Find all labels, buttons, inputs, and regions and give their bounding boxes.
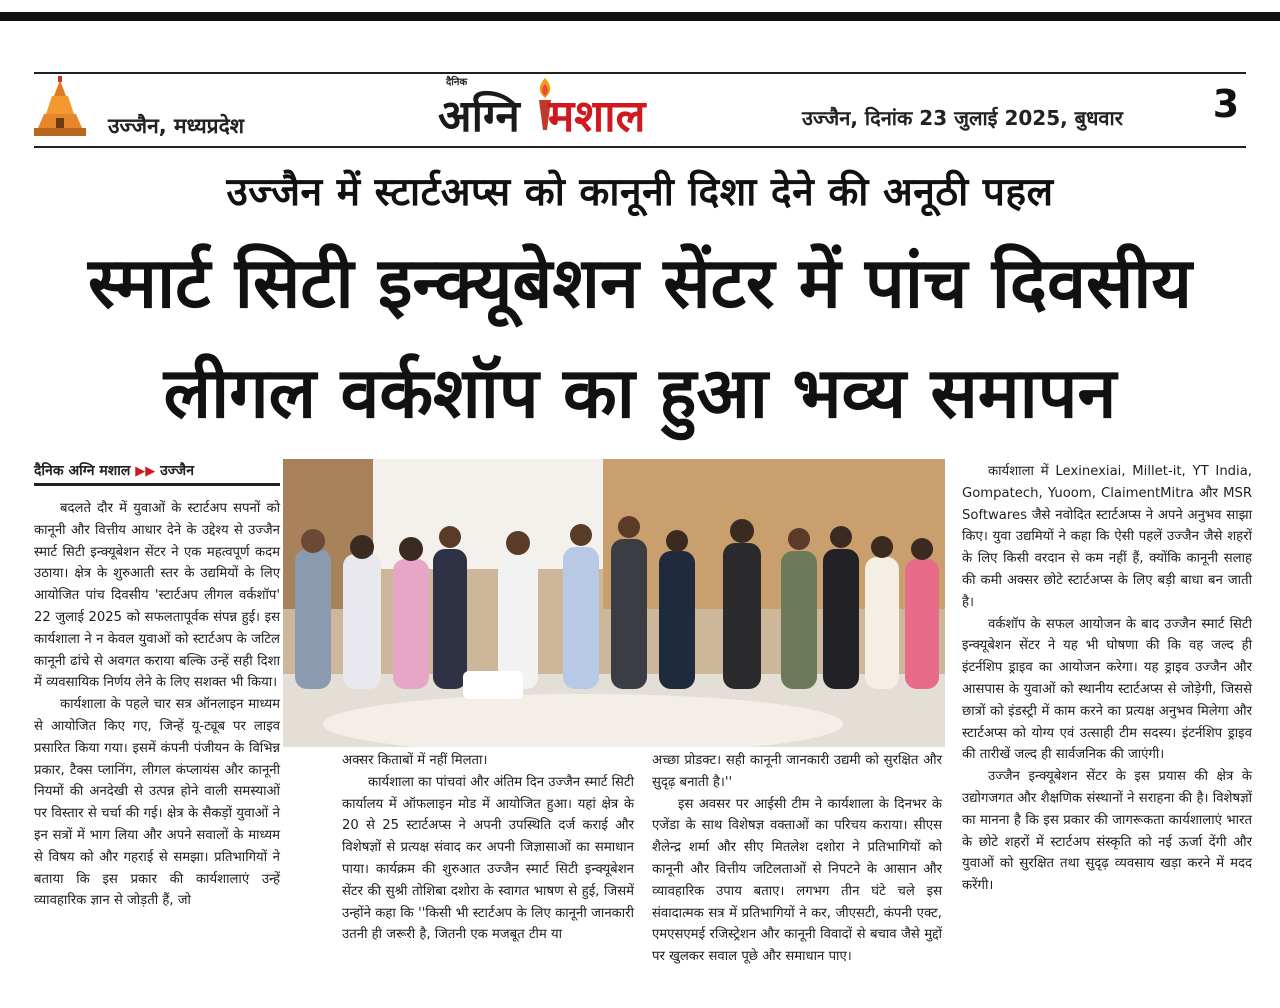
logo-word-mashal: मशाल [548,91,646,142]
top-black-bar [0,12,1280,21]
paragraph: कार्यशाला में Lexinexiai, Millet-it, YT India, Gompatech, Yuoom, ClaimentMitra और MSR Softwares जैसे नवोदित स्टार्टअप्स ने अपने अनुभव साझा किए। युवा उद्यमियों ने कहा कि ऐसी पहलें उज्जैन जैसे शहरों के लिए किसी वरदान से कम नहीं हैं, क्योंकि कानूनी सलाह की कमी अक्सर छोटे स्टार्टअप्स के लिए बड़ी बाधा बन जाती है। [962,464,1252,610]
paragraph: उज्जैन इन्क्यूबेशन सेंटर के इस प्रयास की क्षेत्र के उद्योगजगत और शैक्षणिक संस्थानों ने सराहना की है। विशेषज्ञों का मानना है कि इस प्रकार की जागरूकता कार्यशालाएं भारत के छोटे शहरों में स्टार्टअप संस्कृति को नई ऊर्जा देंगी और युवाओं को सुरक्षित तथा सुदृढ़ व्यवसाय खड़ा करने में मदद करेंगी। [962,769,1252,894]
article-kicker: उज्जैन में स्टार्टअप्स को कानूनी दिशा देने की अनूठी पहल [226,170,1054,215]
byline-rule [34,483,280,486]
paragraph: वर्कशॉप के सफल आयोजन के बाद उज्जैन स्मार्ट सिटी इन्क्यूबेशन सेंटर ने यह भी घोषणा की कि वह जल्द ही इंटर्नशिप ड्राइव का आयोजन करेगा। यह ड्राइव उज्जैन और आसपास के युवाओं को स्थानीय स्टार्टअप्स से जोड़ेगी, जिससे छात्रों को इंडस्ट्री में काम करने का प्रत्यक्ष अनुभव मिलेगा और स्टार्टअप्स को योग्य एवं उत्साही टीम सदस्य। इंटर्नशिप ड्राइव की तारीखें जल्द ही सार्वजनिक की जाएंगी। [962,616,1252,763]
paragraph: अच्छा प्रोडक्ट। सही कानूनी जानकारी उद्यमी को सुरक्षित और सुदृढ़ बनाती है।'' [652,753,942,790]
masthead-location: उज्जैन, मध्यप्रदेश [108,114,245,138]
article-column-4 [962,461,1252,897]
paragraph: अक्सर किताबों में नहीं मिलता। [342,753,488,768]
page-number: 3 [1204,76,1248,144]
masthead-top-rule [34,72,1246,74]
byline-arrows-icon: ▶▶ [135,464,156,479]
newspaper-logo [438,72,708,142]
byline-place: उज्जैन [160,463,194,479]
logo-small-text: दैनिक [446,77,468,88]
masthead-date: उज्जैन, दिनांक 23 जुलाई 2025, बुधवार [802,106,1123,130]
paragraph: बदलते दौर में युवाओं के स्टार्टअप सपनों को कानूनी और वित्तीय आधार देने के उद्देश्य से उज्जैन स्मार्ट सिटी इन्क्यूबेशन सेंटर ने एक महत्वपूर्ण कदम उठाया। क्षेत्र के शुरुआती स्तर के उद्यमियों के लिए आयोजित पांच दिवसीय 'स्टार्टअप लीगल वर्कशॉप' 22 जुलाई 2025 को सफलतापूर्वक संपन्न हुई। इस कार्यशाला ने न केवल युवाओं को स्टार्टअप के जटिल कानूनी ढांचे से अवगत कराया बल्कि उन्हें सही दिशा में व्यवसायिक निर्णय लेने के लिए सशक्त भी किया। [34,501,280,691]
byline-source: दैनिक अग्नि मशाल [34,463,131,479]
article-column-2 [342,750,634,946]
masthead-bottom-rule [34,146,1246,148]
paragraph: कार्यशाला के पहले चार सत्र ऑनलाइन माध्यम से आयोजित किए गए, जिन्हें यू-ट्यूब पर लाइव प्रसारित किया गया। इसमें कंपनी पंजीयन के विभिन्न प्रकार, टैक्स प्लानिंग, लीगल कंप्लायंस और कानूनी नियमों की अनदेखी से उत्पन्न होने वाली समस्याओं पर विस्तार से चर्चा की गई। क्षेत्र के सैकड़ों युवाओं ने इन सत्रों में भाग लिया और अपने सवालों के माध्यम से विषय को और गहराई से समझा। प्रतिभागियों ने बताया कि इस प्रकार की कार्यशालाएं उन्हें व्यावहारिक ज्ञान से जोड़ती हैं, जो [34,697,280,909]
group-photo [283,459,945,747]
headline-line-2: लीगल वर्कशॉप का हुआ भव्य समापन [163,352,1117,434]
article-column-3 [652,750,942,968]
temple-logo-icon [30,76,90,138]
headline-line-1: स्मार्ट सिटी इन्क्यूबेशन सेंटर में पांच दिवसीय [87,242,1193,324]
paragraph: इस अवसर पर आईसी टीम ने कार्यशाला के दिनभर के एजेंडा के साथ विशेषज्ञ वक्ताओं का परिचय कराया। सीएस शैलेन्द्र शर्मा और सीए मितलेश दशोरा ने प्रतिभागियों को कानूनी और वित्तीय जटिलताओं से निपटने के आसान और व्यावहारिक उपाय बताए। लगभग तीन घंटे चले इस संवादात्मक सत्र में प्रतिभागियों ने कर, जीएसटी, कंपनी एक्ट, एमएसएमई रजिस्ट्रेशन और कानूनी विवादों से बचाव जैसे मुद्दों पर खुलकर सवाल पूछे और समाधान पाए। [652,796,942,965]
byline [34,461,194,480]
logo-word-agni: अग्नि [438,91,520,142]
paragraph: कार्यशाला का पांचवां और अंतिम दिन उज्जैन स्मार्ट सिटी कार्यालय में ऑफलाइन मोड में आयोजित हुआ। यहां क्षेत्र के 20 से 25 स्टार्टअप्स ने अपनी उपस्थिति दर्ज कराई और विशेषज्ञों से प्रत्यक्ष संवाद कर अपनी जिज्ञासाओं का समाधान पाया। कार्यक्रम की शुरुआत उज्जैन स्मार्ट सिटी इन्क्यूबेशन सेंटर की सुश्री तोशिबा दशोरा के स्वागत भाषण से हुई, जिसमें उन्होंने कहा कि ''किसी भी स्टार्टअप के लिए कानूनी जानकारी उतनी ही जरूरी है, जितनी एक मजबूत टीम या [342,774,634,943]
article-column-1 [34,498,280,912]
